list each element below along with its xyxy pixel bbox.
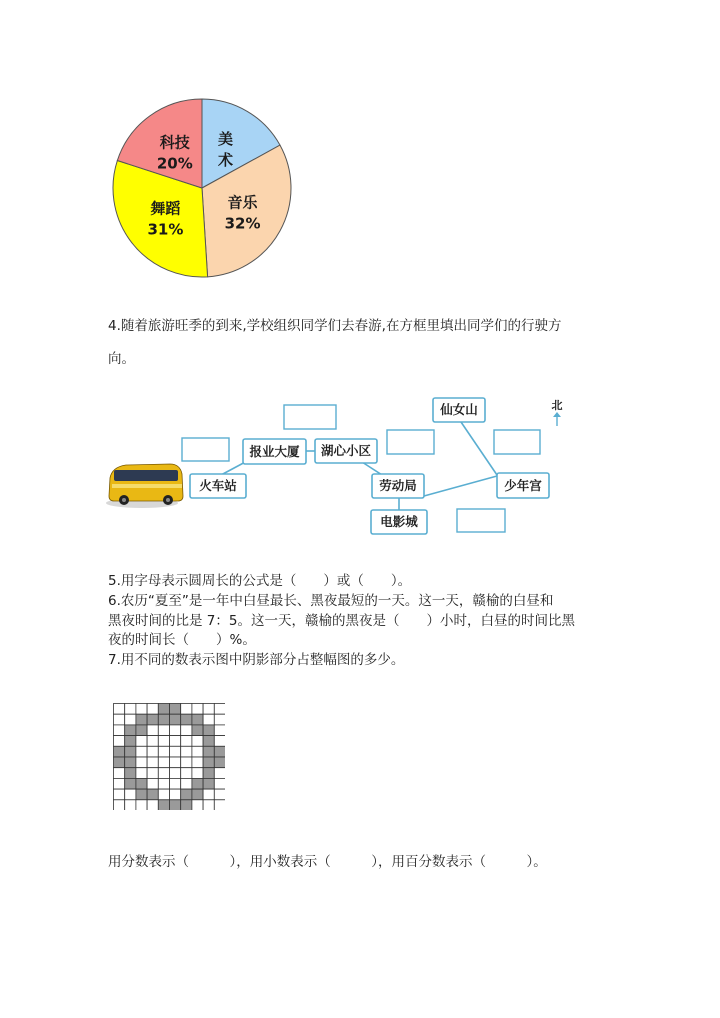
grid-cell-shaded xyxy=(125,757,136,768)
question-6-line-2: 黑夜时间的比是 7：5。这一天，赣榆的黑夜是（ ）小时，白昼的时间比黑 xyxy=(108,613,575,629)
grid-cell-shaded xyxy=(125,736,136,747)
pie-slice-label: 舞蹈 xyxy=(150,199,181,218)
grid-cell xyxy=(214,714,225,725)
grid-cell xyxy=(158,725,169,736)
grid-cell xyxy=(170,778,181,789)
stop-label: 少年宫 xyxy=(504,478,542,493)
grid-cell xyxy=(147,736,158,747)
answer-box[interactable] xyxy=(387,430,434,454)
grid-cell xyxy=(181,704,192,715)
grid-cell xyxy=(170,736,181,747)
pie-slice-label: 美术 xyxy=(218,130,234,170)
question-6-line-3: 夜的时间长（ ）%。 xyxy=(108,632,256,648)
road-line xyxy=(461,422,497,475)
grid-cell-shaded xyxy=(170,714,181,725)
grid-cell xyxy=(158,789,169,800)
grid-cell xyxy=(192,800,203,810)
pie-slice-label: 科技 xyxy=(159,133,190,152)
grid-cell-shaded xyxy=(114,746,125,757)
grid-cell-shaded xyxy=(203,746,214,757)
grid-cell xyxy=(125,704,136,715)
grid-cell xyxy=(136,736,147,747)
grid-cell xyxy=(158,757,169,768)
grid-cell xyxy=(203,789,214,800)
grid-cell-shaded xyxy=(203,768,214,779)
grid-cell-shaded xyxy=(192,725,203,736)
grid-cell-shaded xyxy=(125,746,136,757)
stop-label: 报业大厦 xyxy=(249,444,300,459)
grid-cell xyxy=(114,789,125,800)
grid-cell xyxy=(147,725,158,736)
grid-cell xyxy=(203,800,214,810)
grid-cell xyxy=(125,800,136,810)
answer-box[interactable] xyxy=(494,430,540,454)
grid-cell-shaded xyxy=(192,714,203,725)
grid-cell xyxy=(214,789,225,800)
answer-box[interactable] xyxy=(457,509,505,532)
grid-cell xyxy=(192,746,203,757)
question-4-line-1: 4.随着旅游旺季的到来,学校组织同学们去春游,在方框里填出同学们的行驶方 xyxy=(108,318,562,334)
grid-cell xyxy=(192,704,203,715)
grid-cell-shaded xyxy=(147,714,158,725)
grid-cell-shaded xyxy=(170,800,181,810)
grid-cell xyxy=(147,778,158,789)
north-arrow-icon xyxy=(553,412,561,426)
grid-cell xyxy=(192,736,203,747)
question-6-line-1: 6.农历“夏至”是一年中白昼最长、黑夜最短的一天。这一天，赣榆的白昼和 xyxy=(108,593,554,609)
grid-cell xyxy=(136,746,147,757)
grid-cell-shaded xyxy=(147,789,158,800)
grid-cell-shaded xyxy=(158,704,169,715)
grid-cell xyxy=(214,778,225,789)
grid-cell xyxy=(181,725,192,736)
grid-cell xyxy=(125,789,136,800)
stop-label: 火车站 xyxy=(199,478,237,493)
pie-slice-percent: 32% xyxy=(224,214,261,233)
stop-label: 湖心小区 xyxy=(320,443,372,458)
question-7: 7.用不同的数表示图中阴影部分占整幅图的多少。 xyxy=(108,652,405,668)
grid-cell xyxy=(214,725,225,736)
grid-cell xyxy=(147,800,158,810)
grid-cell-shaded xyxy=(192,789,203,800)
pie-chart xyxy=(100,86,304,290)
grid-cell-shaded xyxy=(203,757,214,768)
grid-cell xyxy=(192,768,203,779)
grid-cell xyxy=(203,704,214,715)
grid-cell-shaded xyxy=(181,714,192,725)
grid-cell-shaded xyxy=(158,800,169,810)
grid-cell xyxy=(214,768,225,779)
route-map xyxy=(104,392,574,542)
grid-cell xyxy=(114,768,125,779)
grid-cell xyxy=(170,768,181,779)
shaded-grid xyxy=(113,703,225,810)
grid-cell-shaded xyxy=(136,778,147,789)
grid-cell xyxy=(136,704,147,715)
grid-cell xyxy=(181,746,192,757)
grid-cell xyxy=(181,736,192,747)
grid-cell xyxy=(158,746,169,757)
grid-cell-shaded xyxy=(192,778,203,789)
grid-cell-shaded xyxy=(203,725,214,736)
stop-label: 劳动局 xyxy=(379,478,417,493)
north-label: 北 xyxy=(551,399,563,412)
grid-cell xyxy=(114,800,125,810)
grid-cell-shaded xyxy=(136,725,147,736)
grid-cell-shaded xyxy=(158,714,169,725)
grid-cell xyxy=(147,768,158,779)
grid-cell xyxy=(158,768,169,779)
grid-cell xyxy=(136,800,147,810)
stop-label: 电影城 xyxy=(380,514,418,529)
grid-cell-shaded xyxy=(125,778,136,789)
grid-cell xyxy=(170,757,181,768)
answer-box[interactable] xyxy=(182,438,229,461)
grid-cell xyxy=(181,768,192,779)
answer-box[interactable] xyxy=(284,405,336,429)
grid-cell xyxy=(214,736,225,747)
grid-cell-shaded xyxy=(214,746,225,757)
grid-cell xyxy=(114,736,125,747)
grid-cell xyxy=(181,778,192,789)
grid-cell xyxy=(170,725,181,736)
grid-cell xyxy=(147,757,158,768)
pie-slice-percent: 31% xyxy=(147,220,184,239)
grid-cell xyxy=(203,714,214,725)
grid-cell-shaded xyxy=(203,736,214,747)
grid-cell xyxy=(170,789,181,800)
grid-cell xyxy=(181,757,192,768)
grid-cell-shaded xyxy=(170,704,181,715)
grid-cell xyxy=(147,746,158,757)
grid-cell-shaded xyxy=(136,789,147,800)
grid-cell xyxy=(136,757,147,768)
question-5: 5.用字母表示圆周长的公式是（ ）或（ ）。 xyxy=(108,573,412,589)
bus-icon xyxy=(106,464,183,508)
grid-cell-shaded xyxy=(181,800,192,810)
grid-cell xyxy=(114,704,125,715)
grid-cell-shaded xyxy=(203,778,214,789)
grid-cell xyxy=(214,704,225,715)
question-7-answer-line: 用分数表示（ ），用小数表示（ ），用百分数表示（ ）。 xyxy=(108,854,547,870)
grid-cell xyxy=(158,778,169,789)
stop-label: 仙女山 xyxy=(440,402,478,417)
grid-cell-shaded xyxy=(125,768,136,779)
grid-cell-shaded xyxy=(214,757,225,768)
grid-cell xyxy=(170,746,181,757)
grid-cell xyxy=(114,714,125,725)
grid-cell xyxy=(125,714,136,725)
pie-slice-percent: 20% xyxy=(156,154,193,173)
grid-cell-shaded xyxy=(181,789,192,800)
grid-cell xyxy=(158,736,169,747)
road-line xyxy=(424,476,497,496)
grid-cell-shaded xyxy=(136,714,147,725)
grid-cell-shaded xyxy=(125,725,136,736)
grid-cell-shaded xyxy=(114,757,125,768)
pie-slice-label: 音乐 xyxy=(227,193,258,212)
grid-cell xyxy=(214,800,225,810)
grid-cell xyxy=(114,725,125,736)
grid-cell xyxy=(147,704,158,715)
grid-cell xyxy=(136,768,147,779)
grid-cell xyxy=(114,778,125,789)
question-4-line-2: 向。 xyxy=(108,351,135,367)
grid-cell xyxy=(192,757,203,768)
